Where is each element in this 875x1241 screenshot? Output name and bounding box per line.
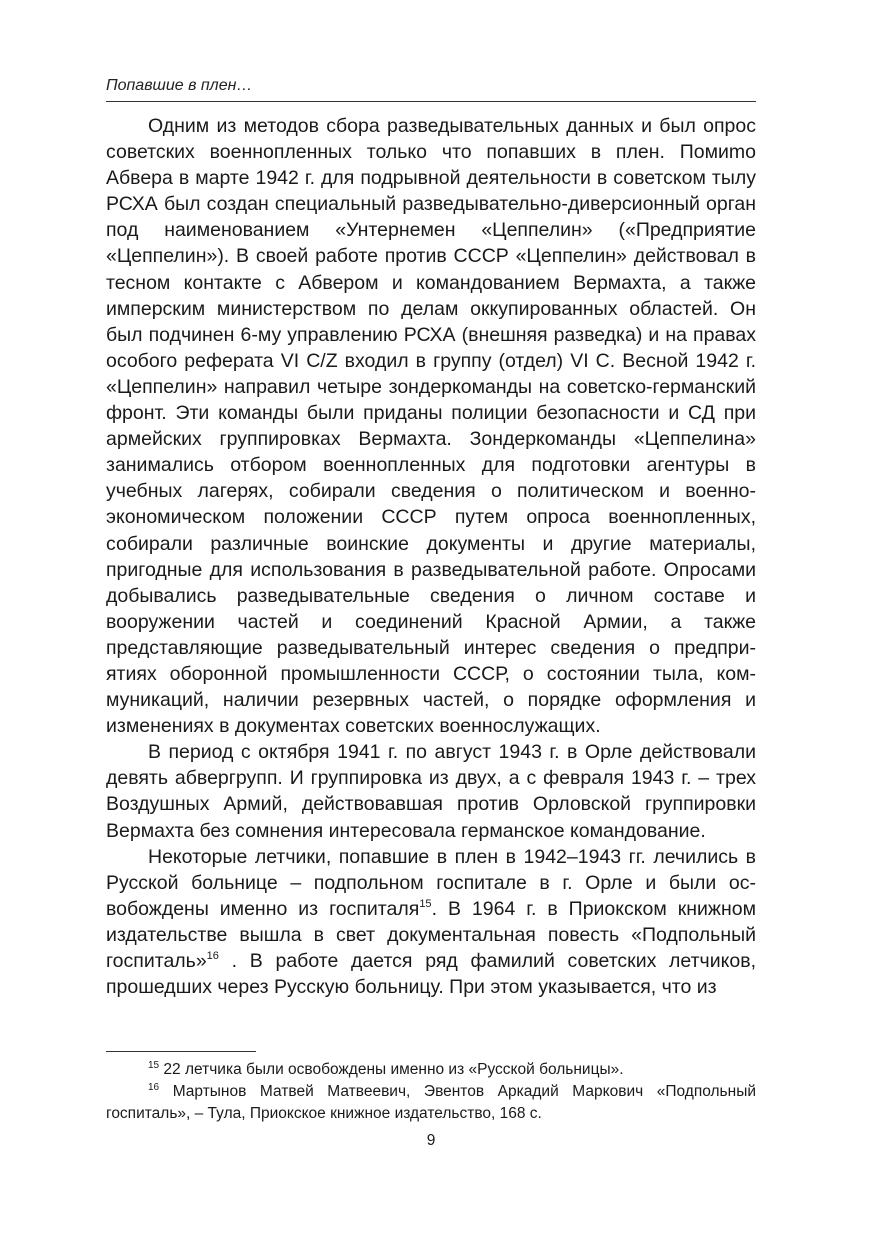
paragraph-2: В период с октября 1941 г. по август 1943 г. в Орле действовали девять абвергрупп. И группировка из двух, а с февраля 1943 г. – трех Воздушных Армий, действовавшая против Орловской группировки Вермахта без сомнения интересовала германское командование.: [106, 741, 756, 842]
footnote-15: [106, 1059, 756, 1081]
paragraph-1: Одним из методов сбора разведывательных данных и был опрос советских военнопленных только что попавших в плен. Помиmo Абвера в марте 1942 г. для подрывной деятельности в советском тылу РСХА был создан специальный разведывательно-диверсионный орган под наименованием «Унтернемен «Цеппелин» («Предприятие «Цеппелин»). В своей работе против СССР «Цеппелин» действовал в тесном контакте с Абвером и командованием Вермахта, а также имперским министерством по делам оккупированных областей. Он был подчинен 6-му управлению РСХА (внешняя разведка) и на правах особого реферата VI C/Z входил в группу (отдел) VI С. Весной 1942 г. «Цеппелин» направил четыре зондеркоманды на советско-германский фронт. Эти команды были приданы полиции безопасности и СД при армейских группировках Вермахта. Зондеркоманды «Цеппелина» занимались отбором военнопленных для подготовки агентуры в учебных лагерях, собирали сведения о политическом и военно-экономическом положении СССР путем опроса военнопленных, собирали различные воинские документы и другие материалы, пригодные для использования в разведывательной работе. Опросами добывались разведывательные сведения о личном составе и вооружении частей и соединений Красной Армии, а также представляющие разведывательный интерес сведения о предприятиях оборонной промышленности СССР, о состоянии тыла, коммуникаций, наличии резервных частей, о порядке оформления и изменениях в документах советских военнослужащих.: [106, 115, 756, 738]
running-head: Попавшие в плен…: [106, 77, 253, 94]
paragraph-3-text-c: . В работе дается ряд фамилий советских летчиков, прошедших через Русскую больницу. При этом указывается, что из: [106, 950, 756, 999]
footnotes: [106, 1059, 756, 1125]
footnote-ref-15[interactable]: 15: [419, 897, 432, 910]
footnote-mark-15: 15: [148, 1060, 160, 1071]
paragraph-3-text-b: . В 1964 г. в Приокском книжном издательстве вышла в свет документальная повесть «Подпольный госпиталь»: [106, 897, 756, 972]
footnote-ref-16[interactable]: 16: [206, 950, 219, 962]
footnote-divider: [106, 1051, 256, 1052]
page-number: 9: [426, 1132, 436, 1149]
footnote-16: [106, 1081, 756, 1125]
footnote-16-text: Мартынов Матвей Матвеевич, Эвентов Аркадий Маркович «Подпольный госпиталь», – Тула, Приокское книжное издательство, 168 с.: [106, 1083, 756, 1122]
footnote-mark-16: 16: [148, 1082, 160, 1093]
body-text: [106, 113, 756, 1000]
document-page: [106, 0, 756, 1241]
header-divider: [106, 101, 756, 102]
paragraph-3: [106, 844, 756, 1001]
paragraph-3-text-a: Некоторые летчики, попавшие в плен в 1942–1943 гг. лечились в Русской больнице – подпольном госпитале в г. Орле и были освобождены именно из госпиталя: [106, 845, 756, 920]
footnote-15-text: 22 летчика были освобождены именно из «Русской больницы».: [159, 1061, 624, 1078]
